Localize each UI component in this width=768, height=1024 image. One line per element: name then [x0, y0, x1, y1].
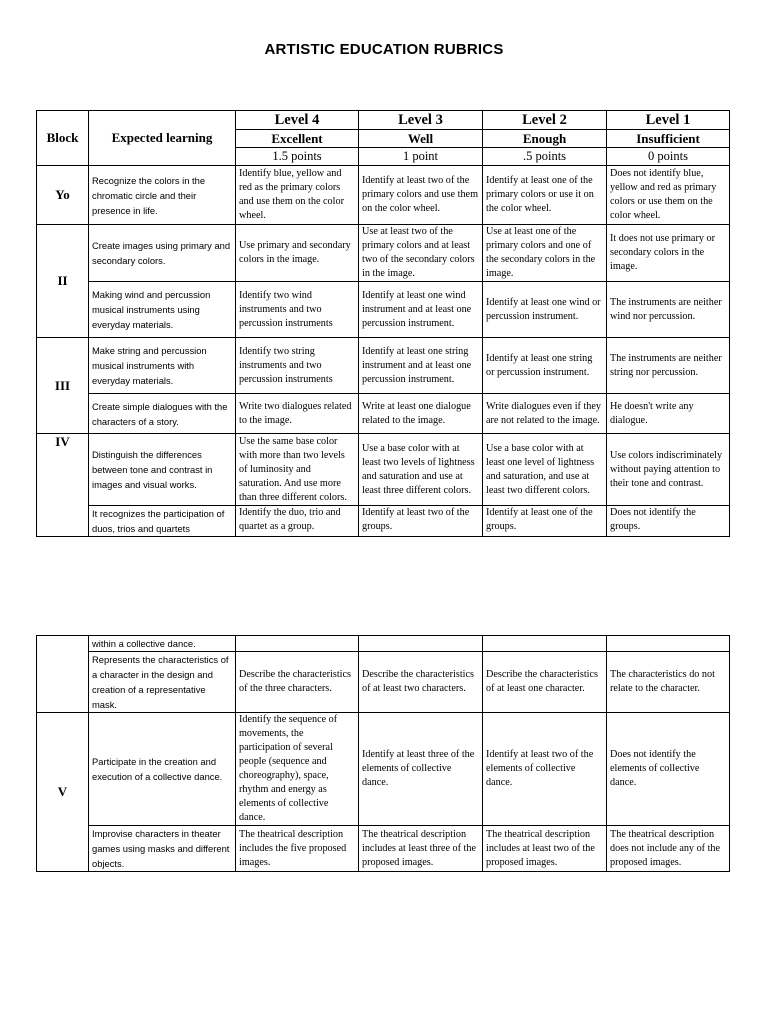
expected-learning-cell: Distinguish the differences between tone and contrast in images and visual works.	[89, 434, 236, 506]
block-label: Yo	[37, 166, 89, 225]
expected-learning-cell: Represents the characteristics of a character in the design and creation of a representative mask.	[89, 652, 236, 713]
level-3-cell	[359, 636, 483, 652]
level-4-cell: Describe the characteristics of the three characters.	[236, 652, 359, 713]
level-2-cell: The theatrical description includes at least two of the proposed images.	[483, 826, 607, 872]
rubric-table	[36, 110, 730, 537]
level-1-cell: Use colors indiscriminately without paying attention to their tone and contrast.	[607, 434, 730, 506]
level-1-cell	[607, 636, 730, 652]
header-expected-learning: Expected learning	[89, 111, 236, 166]
level-2-cell: Write dialogues even if they are not related to the image.	[483, 394, 607, 434]
expected-learning-cell: Participate in the creation and execution of a collective dance.	[89, 713, 236, 826]
level-3-cell: Identify at least two of the groups.	[359, 506, 483, 537]
level-3-cell: Identify at least two of the primary colors and use them on the color wheel.	[359, 166, 483, 225]
level-3-cell: Use a base color with at least two levels of lightness and saturation and use at least three different colors.	[359, 434, 483, 506]
level-3-cell: Use at least two of the primary colors and at least two of the secondary colors in the image.	[359, 225, 483, 282]
level-2-cell: Identify at least one string or percussion instrument.	[483, 338, 607, 394]
header-quality-1: Insufficient	[607, 130, 730, 148]
table-row	[37, 826, 730, 872]
level-3-cell: The theatrical description includes at least three of the proposed images.	[359, 826, 483, 872]
level-2-cell: Identify at least one of the groups.	[483, 506, 607, 537]
expected-learning-cell: Create images using primary and secondary colors.	[89, 225, 236, 282]
page-title: ARTISTIC EDUCATION RUBRICS	[264, 41, 504, 58]
level-2-cell: Identify at least one of the primary colors or use it on the color wheel.	[483, 166, 607, 225]
block-label: III	[37, 338, 89, 434]
level-3-cell: Identify at least one string instrument and at least one percussion instrument.	[359, 338, 483, 394]
table-row	[37, 225, 730, 282]
level-4-cell: Identify the duo, trio and quartet as a group.	[236, 506, 359, 537]
expected-learning-cell: Make string and percussion musical instruments with everyday materials.	[89, 338, 236, 394]
level-4-cell: Use primary and secondary colors in the image.	[236, 225, 359, 282]
header-block: Block	[37, 111, 89, 166]
header-points-3: 1 point	[359, 148, 483, 166]
table-row	[37, 506, 730, 537]
level-4-cell: Write two dialogues related to the image.	[236, 394, 359, 434]
level-3-cell: Describe the characteristics of at least two characters.	[359, 652, 483, 713]
header-level-2: Level 2	[483, 111, 607, 130]
table-row	[37, 394, 730, 434]
header-quality-4: Excellent	[236, 130, 359, 148]
table-row	[37, 166, 730, 225]
expected-learning-cell: within a collective dance.	[89, 636, 236, 652]
table-row	[37, 713, 730, 826]
block-cell-empty	[37, 636, 89, 713]
level-1-cell: It does not use primary or secondary colors in the image.	[607, 225, 730, 282]
level-3-cell: Write at least one dialogue related to the image.	[359, 394, 483, 434]
expected-learning-cell: Making wind and percussion musical instruments using everyday materials.	[89, 282, 236, 338]
expected-learning-cell: It recognizes the participation of duos, trios and quartets	[89, 506, 236, 537]
table-row	[37, 338, 730, 394]
level-4-cell: Identify blue, yellow and red as the primary colors and use them on the color wheel.	[236, 166, 359, 225]
level-1-cell: Does not identify blue, yellow and red as primary colors or use them on the color wheel.	[607, 166, 730, 225]
level-4-cell: The theatrical description includes the five proposed images.	[236, 826, 359, 872]
table-row	[37, 652, 730, 713]
level-4-cell: Identify the sequence of movements, the participation of several people (sequence and choreography), space, rhythm and energy as elements of collective dance.	[236, 713, 359, 826]
block-label: II	[37, 225, 89, 338]
level-3-cell: Identify at least three of the elements of collective dance.	[359, 713, 483, 826]
header-quality-3: Well	[359, 130, 483, 148]
expected-learning-cell: Recognize the colors in the chromatic circle and their presence in life.	[89, 166, 236, 225]
table-row	[37, 434, 730, 506]
level-1-cell: The instruments are neither string nor percussion.	[607, 338, 730, 394]
level-2-cell: Describe the characteristics of at least one character.	[483, 652, 607, 713]
level-3-cell: Identify at least one wind instrument and at least one percussion instrument.	[359, 282, 483, 338]
table-row	[37, 282, 730, 338]
rubric-table-continued	[36, 635, 730, 872]
level-1-cell: He doesn't write any dialogue.	[607, 394, 730, 434]
level-4-cell: Use the same base color with more than two levels of luminosity and saturation. And use more than three different colors.	[236, 434, 359, 506]
header-quality-2: Enough	[483, 130, 607, 148]
expected-learning-cell: Improvise characters in theater games using masks and different objects.	[89, 826, 236, 872]
header-level-1: Level 1	[607, 111, 730, 130]
level-2-cell: Use at least one of the primary colors and one of the secondary colors in the image.	[483, 225, 607, 282]
level-1-cell: The theatrical description does not include any of the proposed images.	[607, 826, 730, 872]
header-level-3: Level 3	[359, 111, 483, 130]
level-1-cell: The characteristics do not relate to the character.	[607, 652, 730, 713]
level-2-cell: Identify at least two of the elements of collective dance.	[483, 713, 607, 826]
level-4-cell: Identify two string instruments and two percussion instruments	[236, 338, 359, 394]
header-points-2: .5 points	[483, 148, 607, 166]
level-1-cell: The instruments are neither wind nor percussion.	[607, 282, 730, 338]
level-4-cell	[236, 636, 359, 652]
level-4-cell: Identify two wind instruments and two percussion instruments	[236, 282, 359, 338]
level-1-cell: Does not identify the elements of collective dance.	[607, 713, 730, 826]
header-points-1: 0 points	[607, 148, 730, 166]
table-row	[37, 636, 730, 652]
level-2-cell: Use a base color with at least one level of lightness and saturation, and use at least two different colors.	[483, 434, 607, 506]
level-2-cell: Identify at least one wind or percussion instrument.	[483, 282, 607, 338]
block-label: V	[37, 713, 89, 872]
header-level-4: Level 4	[236, 111, 359, 130]
level-2-cell	[483, 636, 607, 652]
header-points-4: 1.5 points	[236, 148, 359, 166]
expected-learning-cell: Create simple dialogues with the characters of a story.	[89, 394, 236, 434]
block-label: IV	[37, 434, 89, 537]
level-1-cell: Does not identify the groups.	[607, 506, 730, 537]
